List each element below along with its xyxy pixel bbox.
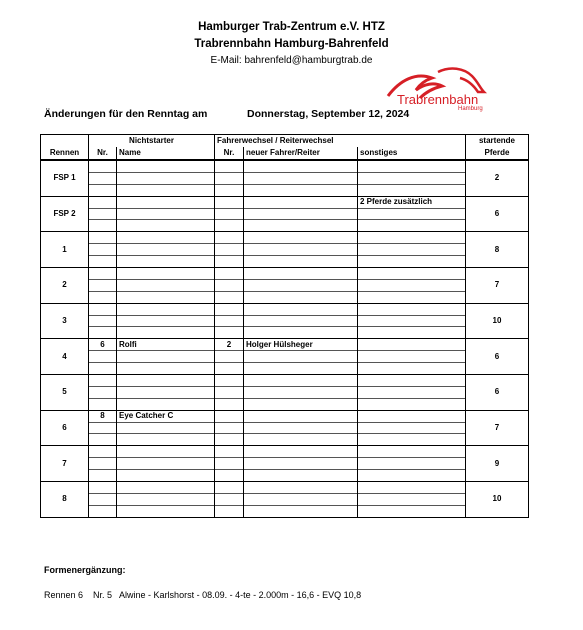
sonstiges (358, 434, 466, 446)
sonstiges (358, 160, 466, 172)
race-number: 1 (41, 232, 89, 268)
race-subrow (41, 363, 529, 375)
fahrerwechsel-nr (215, 160, 244, 172)
nichtstarter-nr: 8 (89, 410, 117, 422)
nichtstarter-name (117, 446, 215, 458)
track-title: Trabrennbahn Hamburg-Bahrenfeld (194, 38, 389, 50)
nichtstarter-name (117, 268, 215, 280)
nichtstarter-name (117, 422, 215, 434)
sonstiges (358, 339, 466, 351)
header-pferde: Pferde (466, 147, 529, 160)
race-row (41, 339, 529, 351)
race-subrow (41, 470, 529, 482)
fahrerwechsel-nr (215, 375, 244, 387)
nichtstarter-nr (89, 244, 117, 256)
nichtstarter-nr (89, 208, 117, 220)
sonstiges (358, 386, 466, 398)
new-driver (244, 493, 358, 505)
nichtstarter-name: Eye Catcher C (117, 410, 215, 422)
fahrerwechsel-nr (215, 482, 244, 494)
nichtstarter-nr (89, 458, 117, 470)
nichtstarter-name (117, 398, 215, 410)
race-row (41, 446, 529, 458)
fahrerwechsel-nr (215, 244, 244, 256)
new-driver (244, 386, 358, 398)
race-subrow (41, 220, 529, 232)
nichtstarter-nr (89, 422, 117, 434)
nichtstarter-nr (89, 232, 117, 244)
fahrerwechsel-nr (215, 291, 244, 303)
nichtstarter-name (117, 160, 215, 172)
new-driver (244, 410, 358, 422)
nichtstarter-name (117, 351, 215, 363)
fahrerwechsel-nr (215, 458, 244, 470)
race-row (41, 268, 529, 280)
race-row (41, 482, 529, 494)
fahrerwechsel-nr (215, 446, 244, 458)
sonstiges (358, 351, 466, 363)
nichtstarter-name (117, 363, 215, 375)
nichtstarter-nr (89, 315, 117, 327)
sonstiges (358, 232, 466, 244)
fahrerwechsel-nr (215, 505, 244, 517)
race-date: Donnerstag, September 12, 2024 (247, 108, 410, 120)
nichtstarter-name (117, 303, 215, 315)
sonstiges (358, 315, 466, 327)
race-subrow (41, 279, 529, 291)
fahrerwechsel-nr (215, 363, 244, 375)
fahrerwechsel-nr (215, 268, 244, 280)
nichtstarter-name (117, 493, 215, 505)
nichtstarter-name (117, 327, 215, 339)
nichtstarter-nr (89, 434, 117, 446)
sonstiges (358, 244, 466, 256)
nichtstarter-nr (89, 160, 117, 172)
sonstiges (358, 327, 466, 339)
starters-count: 2 (466, 160, 529, 196)
sonstiges (358, 256, 466, 268)
race-subrow (41, 315, 529, 327)
race-subrow (41, 244, 529, 256)
starters-count: 8 (466, 232, 529, 268)
race-row (41, 410, 529, 422)
fahrerwechsel-nr (215, 434, 244, 446)
header-sonstiges: sonstiges (358, 147, 466, 160)
race-row (41, 160, 529, 172)
race-subrow (41, 493, 529, 505)
starters-count: 10 (466, 303, 529, 339)
nichtstarter-name (117, 184, 215, 196)
fahrerwechsel-nr (215, 351, 244, 363)
starters-count: 7 (466, 410, 529, 446)
nichtstarter-nr (89, 291, 117, 303)
new-driver (244, 470, 358, 482)
race-number: 6 (41, 410, 89, 446)
starters-count: 6 (466, 196, 529, 232)
new-driver (244, 375, 358, 387)
fahrerwechsel-nr (215, 398, 244, 410)
race-number: FSP 1 (41, 160, 89, 196)
nichtstarter-nr (89, 268, 117, 280)
starters-count: 6 (466, 375, 529, 411)
nichtstarter-name (117, 482, 215, 494)
race-subrow (41, 184, 529, 196)
fahrerwechsel-nr (215, 422, 244, 434)
sonstiges (358, 220, 466, 232)
email-line: E-Mail: bahrenfeld@hamburgtrab.de (210, 55, 373, 66)
race-row (41, 303, 529, 315)
nichtstarter-nr (89, 279, 117, 291)
starters-count: 9 (466, 446, 529, 482)
changes-table (40, 134, 529, 518)
sonstiges (358, 505, 466, 517)
sonstiges (358, 363, 466, 375)
nichtstarter-nr (89, 386, 117, 398)
header-nichtstarter: Nichtstarter (89, 135, 215, 148)
sonstiges (358, 375, 466, 387)
nichtstarter-nr (89, 493, 117, 505)
race-subrow (41, 351, 529, 363)
new-driver (244, 505, 358, 517)
sonstiges (358, 482, 466, 494)
sonstiges (358, 268, 466, 280)
nichtstarter-nr (89, 375, 117, 387)
sonstiges (358, 410, 466, 422)
formen-line: Rennen 6 Nr. 5 Alwine - Karlshorst - 08.09. - 4-te - 2.000m - 16,6 - EVQ 10,8 (44, 590, 362, 600)
new-driver: Holger Hülsheger (244, 339, 358, 351)
new-driver (244, 458, 358, 470)
fahrerwechsel-nr: 2 (215, 339, 244, 351)
race-subrow (41, 291, 529, 303)
new-driver (244, 244, 358, 256)
race-subrow (41, 422, 529, 434)
nichtstarter-nr (89, 256, 117, 268)
sonstiges (358, 291, 466, 303)
nichtstarter-nr (89, 303, 117, 315)
nichtstarter-name (117, 434, 215, 446)
nichtstarter-nr (89, 482, 117, 494)
race-number: 7 (41, 446, 89, 482)
new-driver (244, 398, 358, 410)
sonstiges (358, 446, 466, 458)
new-driver (244, 196, 358, 208)
header-startende: startende (466, 135, 529, 148)
starters-count: 6 (466, 339, 529, 375)
sonstiges (358, 422, 466, 434)
fahrerwechsel-nr (215, 184, 244, 196)
sonstiges (358, 398, 466, 410)
race-number: 4 (41, 339, 89, 375)
new-driver (244, 160, 358, 172)
logo-subtext: Hamburg (458, 106, 483, 112)
nichtstarter-nr (89, 172, 117, 184)
nichtstarter-name (117, 470, 215, 482)
nichtstarter-name (117, 386, 215, 398)
fahrerwechsel-nr (215, 327, 244, 339)
nichtstarter-nr (89, 470, 117, 482)
sonstiges (358, 493, 466, 505)
fahrerwechsel-nr (215, 256, 244, 268)
nichtstarter-name (117, 196, 215, 208)
fahrerwechsel-nr (215, 315, 244, 327)
sonstiges: 2 Pferde zusätzlich (358, 196, 466, 208)
fahrerwechsel-nr (215, 172, 244, 184)
nichtstarter-nr: 6 (89, 339, 117, 351)
nichtstarter-nr (89, 351, 117, 363)
race-subrow (41, 398, 529, 410)
logo-text: Trabrennbahn (397, 92, 479, 107)
new-driver (244, 327, 358, 339)
nichtstarter-name (117, 256, 215, 268)
nichtstarter-nr (89, 327, 117, 339)
race-subrow (41, 458, 529, 470)
new-driver (244, 184, 358, 196)
new-driver (244, 291, 358, 303)
starters-count: 10 (466, 482, 529, 518)
new-driver (244, 220, 358, 232)
race-row (41, 375, 529, 387)
fahrerwechsel-nr (215, 470, 244, 482)
race-subrow (41, 386, 529, 398)
nichtstarter-name (117, 291, 215, 303)
race-number: 3 (41, 303, 89, 339)
race-subrow (41, 172, 529, 184)
header-name: Name (117, 147, 215, 160)
new-driver (244, 351, 358, 363)
sonstiges (358, 470, 466, 482)
sonstiges (358, 184, 466, 196)
nichtstarter-nr (89, 363, 117, 375)
sonstiges (358, 458, 466, 470)
fahrerwechsel-nr (215, 493, 244, 505)
new-driver (244, 303, 358, 315)
nichtstarter-name (117, 172, 215, 184)
nichtstarter-name (117, 244, 215, 256)
sonstiges (358, 172, 466, 184)
race-row (41, 196, 529, 208)
nichtstarter-name (117, 315, 215, 327)
new-driver (244, 256, 358, 268)
table-header-row-1 (41, 135, 529, 148)
race-number: 5 (41, 375, 89, 411)
nichtstarter-nr (89, 220, 117, 232)
new-driver (244, 232, 358, 244)
header-rennen: Rennen (41, 147, 89, 160)
fahrerwechsel-nr (215, 279, 244, 291)
fahrerwechsel-nr (215, 386, 244, 398)
nichtstarter-nr (89, 398, 117, 410)
fahrerwechsel-nr (215, 303, 244, 315)
new-driver (244, 482, 358, 494)
starters-count: 7 (466, 268, 529, 304)
nichtstarter-name: Rolfi (117, 339, 215, 351)
race-subrow (41, 208, 529, 220)
new-driver (244, 172, 358, 184)
sonstiges (358, 208, 466, 220)
fahrerwechsel-nr (215, 220, 244, 232)
org-title: Hamburger Trab-Zentrum e.V. HTZ (198, 21, 385, 33)
changes-label: Änderungen für den Renntag am (44, 108, 208, 120)
new-driver (244, 363, 358, 375)
race-subrow (41, 327, 529, 339)
race-subrow (41, 434, 529, 446)
nichtstarter-name (117, 220, 215, 232)
nichtstarter-name (117, 375, 215, 387)
header-fahrer: neuer Fahrer/Reiter (244, 147, 358, 160)
fahrerwechsel-nr (215, 232, 244, 244)
formen-title: Formenergänzung: (44, 565, 126, 575)
race-number: FSP 2 (41, 196, 89, 232)
sonstiges (358, 279, 466, 291)
fahrerwechsel-nr (215, 208, 244, 220)
new-driver (244, 268, 358, 280)
new-driver (244, 279, 358, 291)
race-number: 8 (41, 482, 89, 518)
table-header-row-2 (41, 147, 529, 160)
nichtstarter-name (117, 458, 215, 470)
new-driver (244, 446, 358, 458)
nichtstarter-nr (89, 196, 117, 208)
nichtstarter-name (117, 208, 215, 220)
nichtstarter-nr (89, 446, 117, 458)
nichtstarter-nr (89, 505, 117, 517)
new-driver (244, 434, 358, 446)
header-fahrerwechsel: Fahrerwechsel / Reiterwechsel (215, 135, 466, 148)
header-nr: Nr. (89, 147, 117, 160)
race-subrow (41, 505, 529, 517)
race-number: 2 (41, 268, 89, 304)
race-row (41, 232, 529, 244)
nichtstarter-nr (89, 184, 117, 196)
nichtstarter-name (117, 279, 215, 291)
header-nr2: Nr. (215, 147, 244, 160)
new-driver (244, 208, 358, 220)
new-driver (244, 315, 358, 327)
sonstiges (358, 303, 466, 315)
race-subrow (41, 256, 529, 268)
fahrerwechsel-nr (215, 196, 244, 208)
fahrerwechsel-nr (215, 410, 244, 422)
nichtstarter-name (117, 505, 215, 517)
new-driver (244, 422, 358, 434)
nichtstarter-name (117, 232, 215, 244)
